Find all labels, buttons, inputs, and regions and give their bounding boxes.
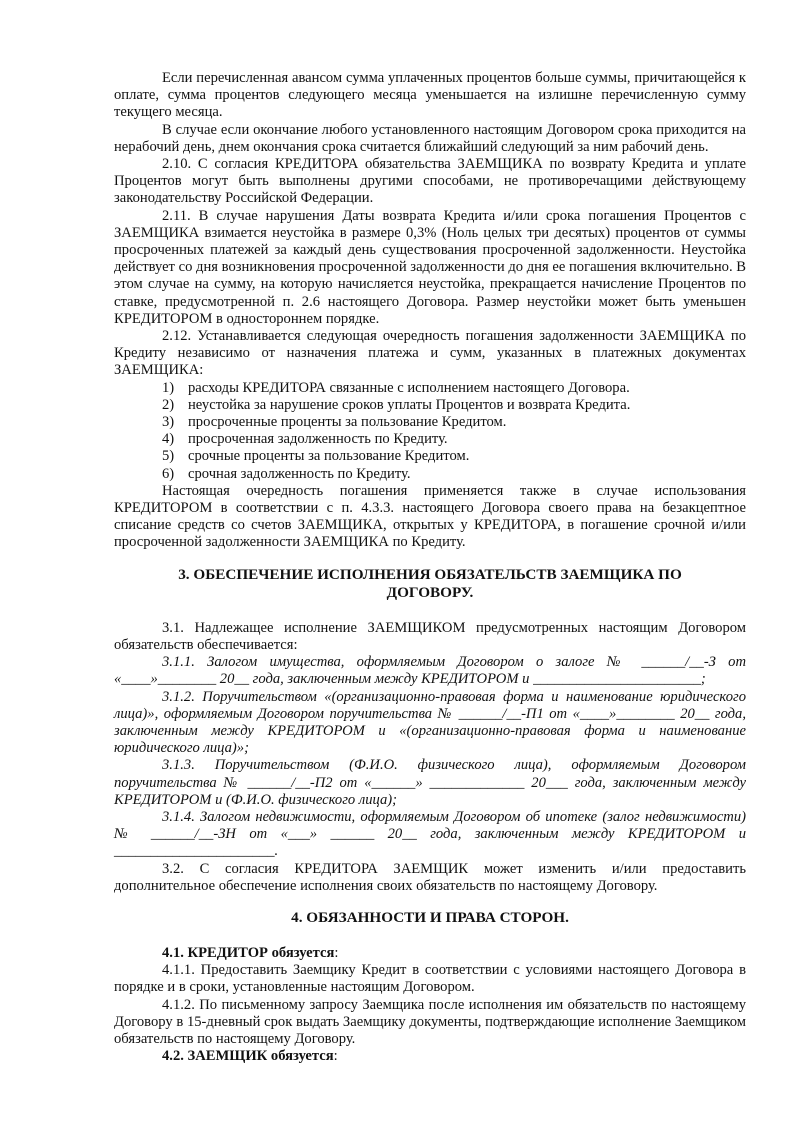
list-item: 4) просроченная задолженность по Кредиту. — [162, 431, 448, 448]
list-item: 6) срочная задолженность по Кредиту. — [162, 465, 411, 482]
clause-2-10: 2.10. С согласия КРЕДИТОРА обязательства ЗАЕМЩИКА по возврату Кредита и уплате Процентов могут быть выполнены другими способами, не противоречащими действующему законодательству Российской Федерации. — [114, 156, 746, 207]
paragraph-nonworking-day: В случае если окончание любого установленного настоящим Договором срока приходится на нерабочий день, днем окончания срока считается ближайший следующий за ним рабочий день. — [114, 121, 746, 155]
paragraph-overpayment: Если перечисленная авансом сумма уплаченных процентов больше суммы, причитающейся к оплате, сумма процентов следующего месяца уменьшается на излишне перечисленную сумму текущего месяца. — [114, 70, 746, 121]
paragraph-direct-debit: Настоящая очередность погашения применяется также в случае использования КРЕДИТОРОМ в соответствии с п. 4.3.3. настоящего Договора своего права на безакцептное списание средств со счетов ЗАЕМЩИКА, открытых у КРЕДИТОРА, в погашение срочной и/или просроченной задолженности ЗАЕМЩИКА по Кредиту. — [114, 482, 746, 551]
clause-4-1-1: 4.1.1. Предоставить Заемщику Кредит в соответствии с условиями настоящего Договора в порядке и в сроки, установленные настоящим Договором. — [114, 962, 746, 996]
clause-4-2-title: 4.2. ЗАЕМЩИК обязуется — [162, 1048, 334, 1065]
clause-3-2: 3.2. С согласия КРЕДИТОРА ЗАЕМЩИК может изменить и/или предоставить дополнительное обеспечение исполнения своих обязательств по настоящему Договору. — [114, 860, 746, 894]
section-heading-4: 4. ОБЯЗАННОСТИ И ПРАВА СТОРОН. — [291, 908, 569, 926]
list-item: 1) расходы КРЕДИТОРА связанные с исполнением настоящего Договора. — [162, 379, 630, 396]
clause-2-11: 2.11. В случае нарушения Даты возврата Кредита и/или срока погашения Процентов с ЗАЕМЩИКА взимается неустойка в размере 0,3% (Ноль целых три десятых) процентов от суммы просроченных платежей за каждый день существования просроченной задолженности. Неустойка действует со дня возникновения просроченной задолженности до дня ее погашения включительно. В этом случае на сумму, на которую начисляется неустойка, прекращается начисление Процентов по ставке, предусмотренной п. 2.6 настоящего Договора. Размер неустойки может быть уменьшен КРЕДИТОРОМ в одностороннем порядке. — [114, 207, 746, 327]
list-item: 3) просроченные проценты за пользование Кредитом. — [162, 414, 507, 431]
clause-3-1-4: 3.1.4. Залогом недвижимости, оформляемым Договором об ипотеке (залог недвижимости) № ______/__-ЗН от «___» ______ 20__ года, заключенным между КРЕДИТОРОМ и ______________________. — [114, 808, 746, 860]
clause-4-1: 4.1. КРЕДИТОР обязуется: — [162, 944, 339, 961]
section-heading-3: 3. ОБЕСПЕЧЕНИЕ ИСПОЛНЕНИЯ ОБЯЗАТЕЛЬСТВ ЗАЕМЩИКА ПО ДОГОВОРУ. — [178, 565, 682, 601]
clause-3-1: 3.1. Надлежащее исполнение ЗАЕМЩИКОМ предусмотренных настоящим Договором обязательств обеспечивается: — [114, 619, 746, 653]
clause-3-1-3: 3.1.3. Поручительством (Ф.И.О. физического лица), оформляемым Договором поручительства № ______/__-П2 от «______» _____________ 20___ года, заключенным между КРЕДИТОРОМ и (Ф.И.О. физического лица); — [114, 757, 746, 808]
list-item: 2) неустойка за нарушение сроков уплаты Процентов и возврата Кредита. — [162, 396, 631, 413]
document-page — [114, 70, 746, 1065]
repayment-order-list — [114, 380, 746, 483]
clause-4-1-2: 4.1.2. По письменному запросу Заемщика после исполнения им обязательств по настоящему Договору в 15-дневный срок выдать Заемщику документы, подтверждающие исполнение Заемщиком обязательств по настоящему Договору. — [114, 996, 746, 1047]
clause-3-1-1: 3.1.1. Залогом имущества, оформляемым Договором о залоге № ______/__-З от «____»________ 20__ года, заключенным между КРЕДИТОРОМ и _______________________; — [114, 654, 746, 688]
clause-3-1-2: 3.1.2. Поручительством «(организационно-правовая форма и наименование юридического лица)», оформляемым Договором поручительства № ______/__-П1 от «____»________ 20__ года, заключенным между КРЕДИТОРОМ и «(организационно-правовая форма и наименование юридического лица)»; — [114, 688, 746, 757]
list-item: 5) срочные проценты за пользование Кредитом. — [162, 448, 470, 465]
clause-4-2: 4.2. ЗАЕМЩИК обязуется: — [162, 1048, 338, 1065]
clause-2-12: 2.12. Устанавливается следующая очередность погашения задолженности ЗАЕМЩИКА по Кредиту независимо от назначения платежа и сумм, указанных в платежных документах ЗАЕМЩИКА: — [114, 328, 746, 379]
clause-4-1-title: 4.1. КРЕДИТОР обязуется — [162, 944, 335, 961]
